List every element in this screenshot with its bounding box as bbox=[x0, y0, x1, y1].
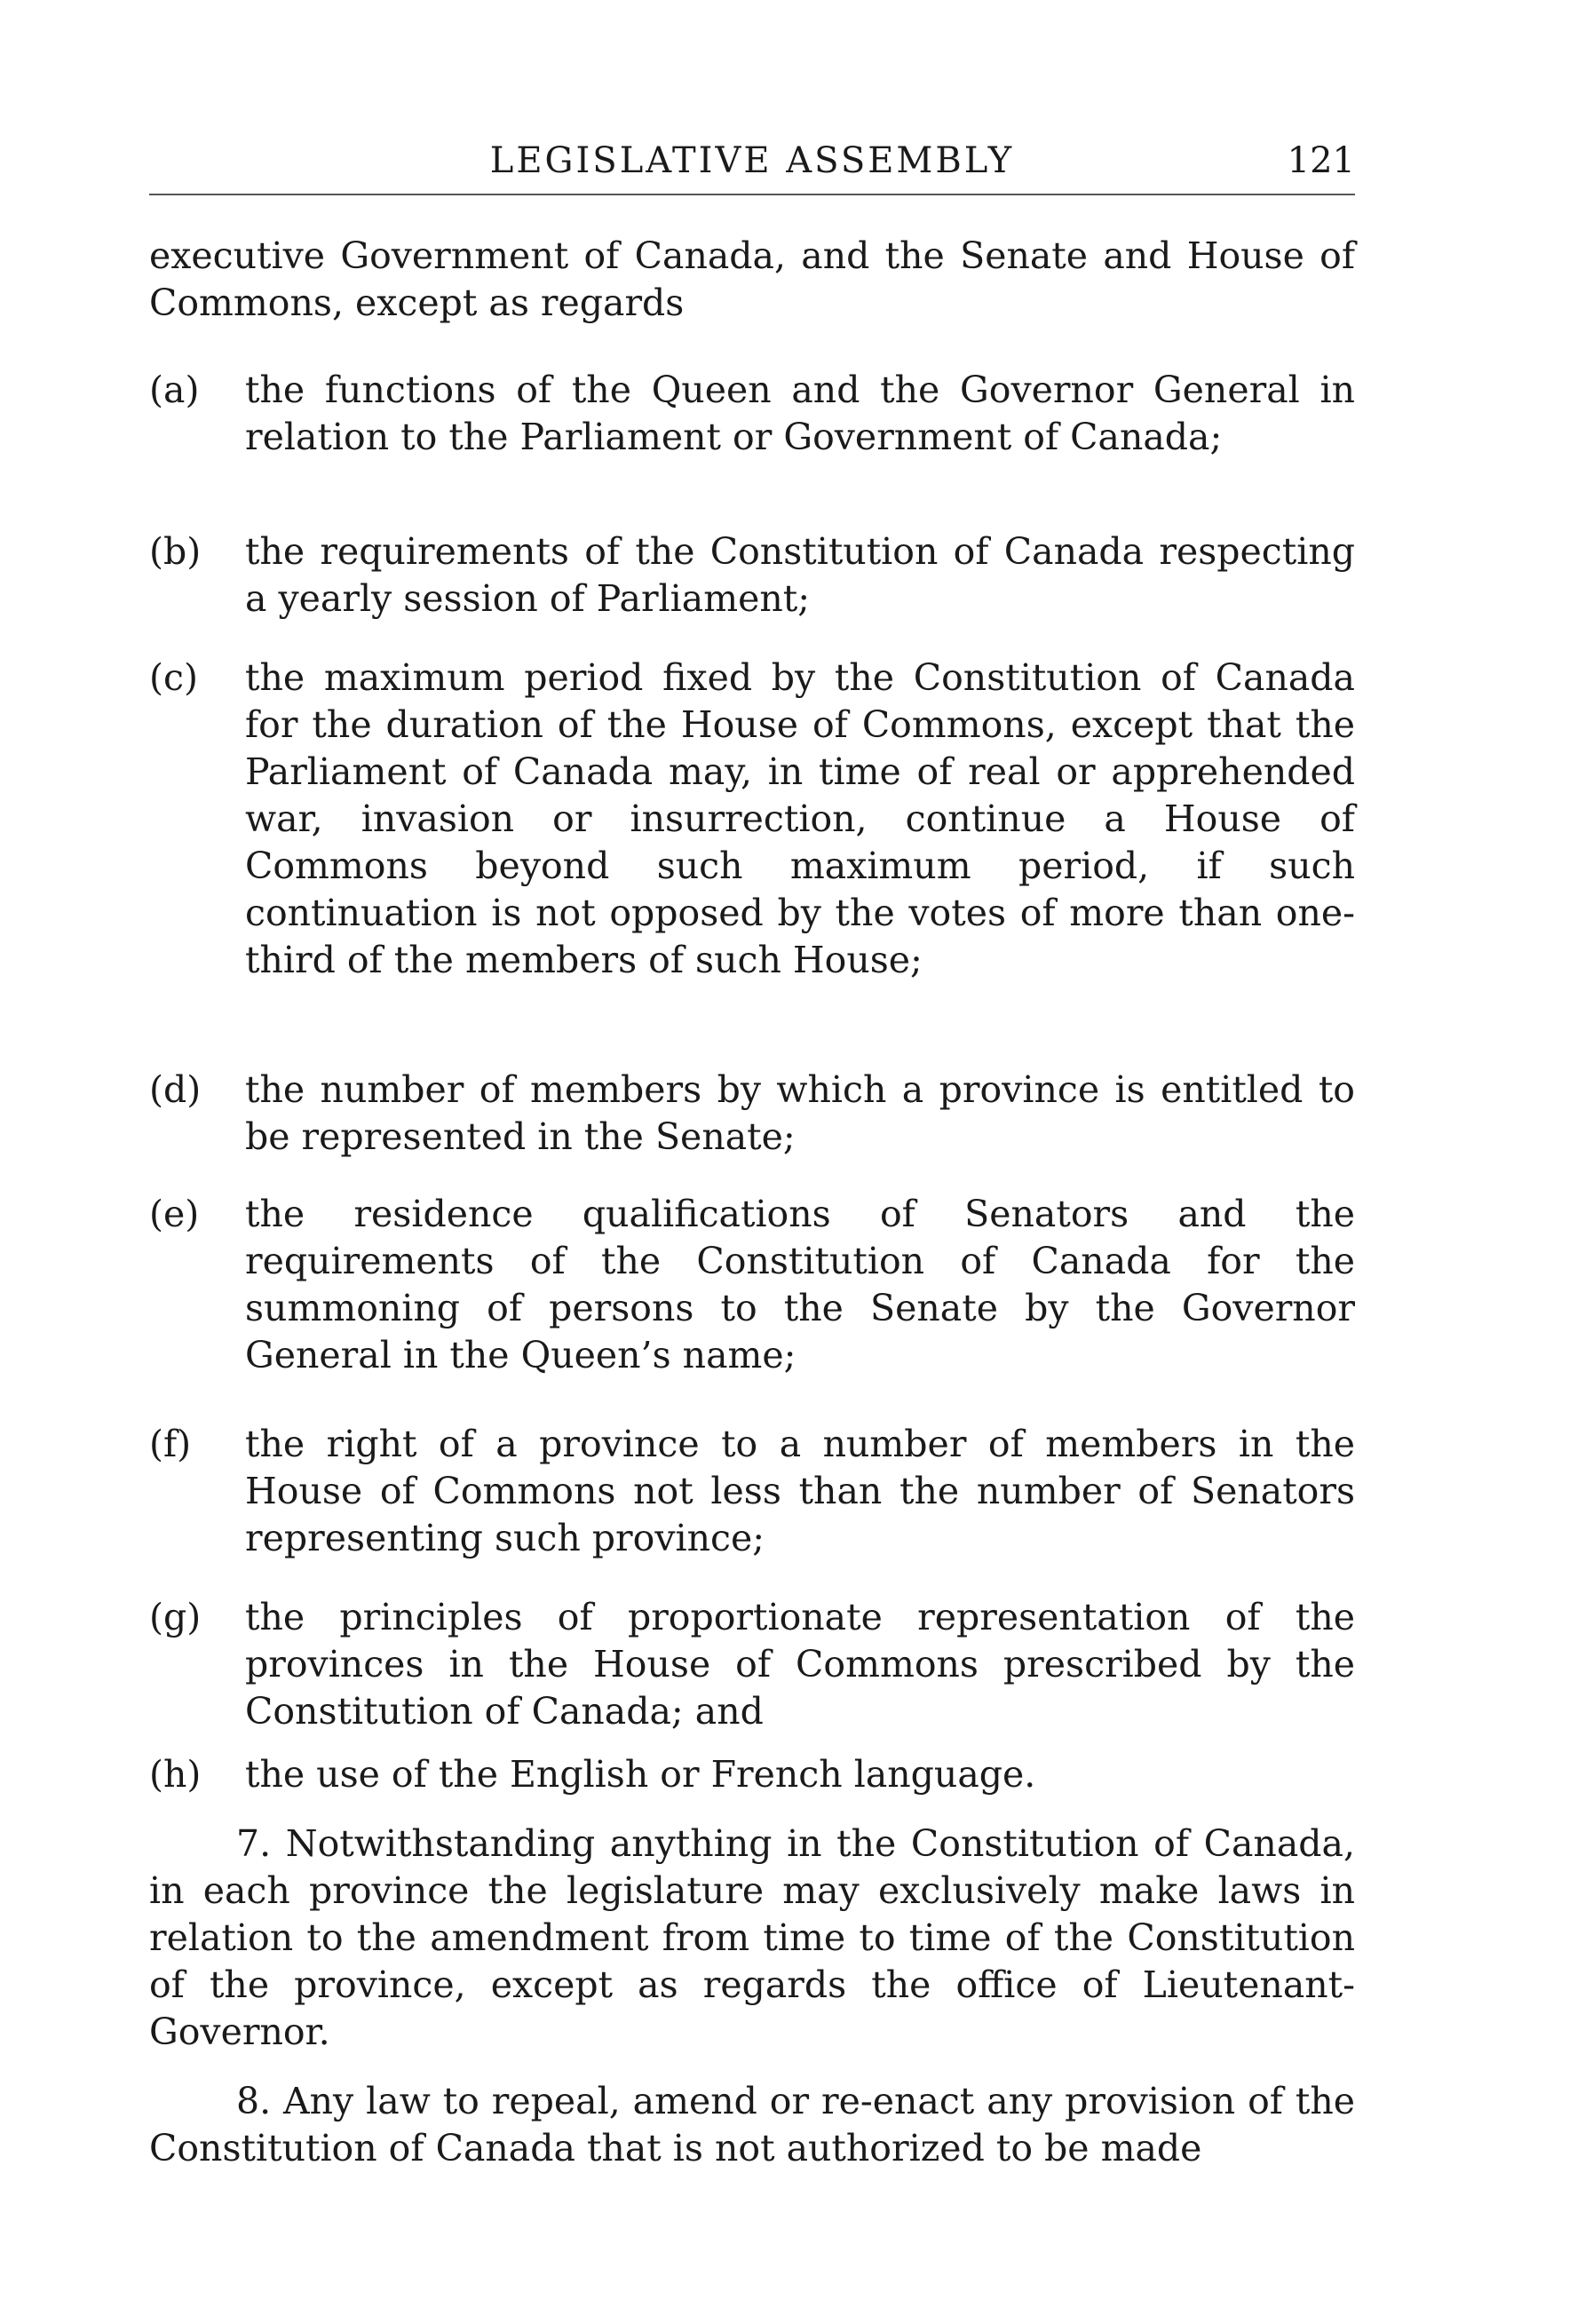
section-number: 7. bbox=[236, 1822, 286, 1865]
clause-text: the number of members by which a province is entitled to be represented in the Senate; bbox=[245, 1068, 1355, 1158]
running-head bbox=[149, 140, 1355, 195]
section-text: Notwithstanding anything in the Constitution of Canada, in each province the legislature may exclusively make laws in relation to the amendment from time to time of the Constitution of the province, except as regards the office of Lieutenant-Governor. bbox=[149, 1822, 1355, 2053]
clause-label: (d) bbox=[149, 1068, 202, 1111]
clause-label: (e) bbox=[149, 1193, 200, 1235]
clause-text: the functions of the Queen and the Governor General in relation to the Parliament or Government of Canada; bbox=[245, 369, 1355, 458]
clause-label: (g) bbox=[149, 1596, 202, 1638]
clause-text: the residence qualifications of Senators and the requirements of the Constitution of Canada for the summoning of persons to the Senate by the Governor General in the Queen’s name; bbox=[245, 1193, 1355, 1376]
clause-label: (b) bbox=[149, 530, 202, 573]
clause-text: the requirements of the Constitution of Canada respecting a yearly session of Parliament; bbox=[245, 530, 1355, 620]
section-7 bbox=[149, 1820, 1355, 2056]
clause-text: the principles of proportionate representation of the provinces in the House of Commons prescribed by the Constitution of Canada; and bbox=[245, 1596, 1355, 1733]
clause-label: (h) bbox=[149, 1753, 202, 1796]
running-title: LEGISLATIVE ASSEMBLY bbox=[489, 140, 1015, 181]
clause-text: the use of the English or French language. bbox=[245, 1753, 1036, 1796]
section-8 bbox=[149, 2078, 1355, 2172]
section-text: Any law to repeal, amend or re-enact any provision of the Constitution of Canada that is not authorized to be made bbox=[149, 2080, 1355, 2169]
clause-text: the right of a province to a number of members in the House of Commons not less than the number of Senators representing such province; bbox=[245, 1423, 1355, 1559]
clause-label: (a) bbox=[149, 369, 200, 411]
clause-label: (c) bbox=[149, 656, 198, 699]
section-number: 8. bbox=[236, 2080, 284, 2122]
clause-label: (f) bbox=[149, 1423, 192, 1465]
page-number: 121 bbox=[1287, 140, 1355, 181]
intro-paragraph: executive Government of Canada, and the Senate and House of Commons, except as regards bbox=[149, 234, 1355, 324]
clause-text: the maximum period fixed by the Constitution of Canada for the duration of the House of Commons, except that the Parliament of Canada may, in time of real or apprehended war, invasion or insurrection, continue a House of Commons beyond such maximum period, if such continuation is not opposed by the votes of more than one-third of the members of such House; bbox=[245, 656, 1355, 981]
